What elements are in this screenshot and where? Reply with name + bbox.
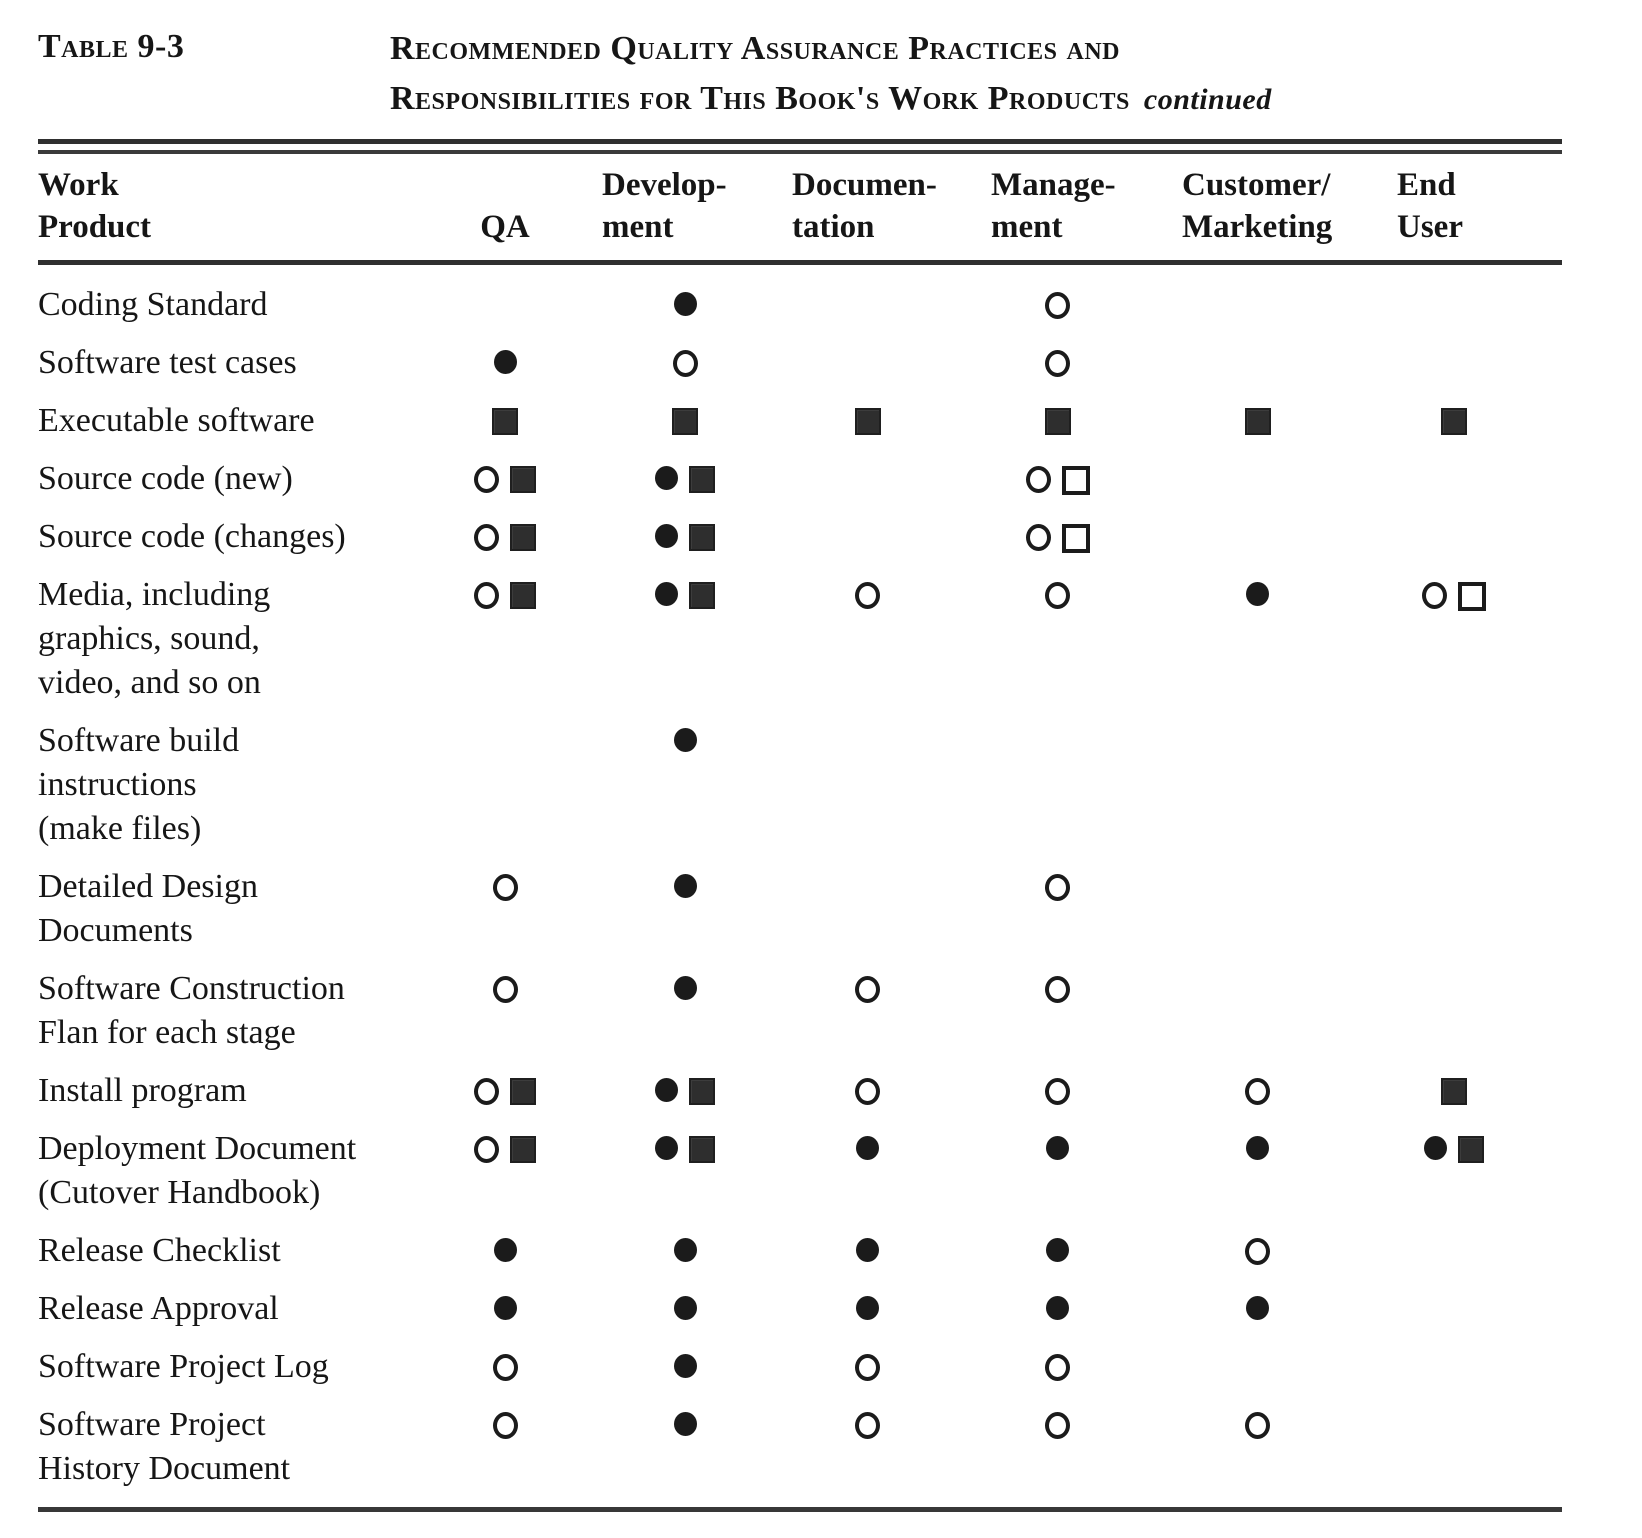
open-circle-icon bbox=[1045, 582, 1070, 609]
work-product-label-line: (Cutover Handbook) bbox=[38, 1174, 321, 1211]
filled-square-icon bbox=[1441, 1078, 1467, 1105]
cell-qa bbox=[430, 399, 580, 443]
open-circle-icon bbox=[855, 582, 880, 609]
cell-customer-marketing bbox=[1170, 341, 1345, 385]
cell-development bbox=[580, 967, 790, 1055]
cell-documentation bbox=[790, 1345, 945, 1389]
filled-square-icon bbox=[510, 524, 536, 551]
filled-circle-icon bbox=[674, 1412, 697, 1436]
filled-circle-icon bbox=[1246, 582, 1269, 606]
cell-qa bbox=[430, 865, 580, 953]
column-header-line: End bbox=[1397, 167, 1456, 203]
cell-qa bbox=[430, 1403, 580, 1491]
filled-square-icon bbox=[492, 408, 518, 435]
filled-square-icon bbox=[510, 1136, 536, 1163]
table-row bbox=[38, 865, 1562, 953]
work-product-label-line: video, and so on bbox=[38, 664, 261, 701]
cell-end-user bbox=[1345, 1229, 1562, 1273]
cell-customer-marketing bbox=[1170, 1345, 1345, 1389]
cell-management bbox=[945, 283, 1170, 327]
work-product-label bbox=[38, 457, 430, 501]
cell-end-user bbox=[1345, 1287, 1562, 1331]
cell-management bbox=[945, 1345, 1170, 1389]
cell-management bbox=[945, 865, 1170, 953]
cell-documentation bbox=[790, 283, 945, 327]
filled-circle-icon bbox=[674, 292, 697, 316]
cell-management bbox=[945, 457, 1170, 501]
cell-management bbox=[945, 341, 1170, 385]
cell-documentation bbox=[790, 341, 945, 385]
table-title-line1: Recommended Quality Assurance Practices and bbox=[390, 30, 1121, 67]
cell-end-user bbox=[1345, 457, 1562, 501]
cell-customer-marketing bbox=[1170, 1287, 1345, 1331]
table-row bbox=[38, 515, 1562, 559]
work-product-label-line: Install program bbox=[38, 1072, 247, 1109]
work-product-label bbox=[38, 573, 430, 705]
filled-circle-icon bbox=[856, 1136, 879, 1160]
open-circle-icon bbox=[1026, 524, 1051, 551]
column-header-documentation bbox=[790, 164, 945, 248]
cell-end-user bbox=[1345, 1403, 1562, 1491]
work-product-label bbox=[38, 1069, 430, 1113]
column-header-line: Work bbox=[38, 167, 119, 203]
column-header-end-user bbox=[1345, 164, 1562, 248]
table-row bbox=[38, 457, 1562, 501]
cell-documentation bbox=[790, 399, 945, 443]
cell-documentation bbox=[790, 573, 945, 705]
cell-end-user bbox=[1345, 283, 1562, 327]
column-header-line: ment bbox=[602, 209, 674, 245]
cell-documentation bbox=[790, 1069, 945, 1113]
table-row bbox=[38, 1287, 1562, 1331]
cell-end-user bbox=[1345, 1127, 1562, 1215]
work-product-label bbox=[38, 865, 430, 953]
table-caption bbox=[0, 0, 1562, 125]
work-product-label bbox=[38, 399, 430, 443]
cell-customer-marketing bbox=[1170, 1229, 1345, 1273]
continued-note: continued bbox=[1143, 83, 1272, 116]
cell-development bbox=[580, 399, 790, 443]
cell-development bbox=[580, 283, 790, 327]
open-square-icon bbox=[1062, 524, 1090, 553]
work-product-label-line: Software test cases bbox=[38, 344, 297, 381]
cell-documentation bbox=[790, 1287, 945, 1331]
filled-circle-icon bbox=[856, 1296, 879, 1320]
cell-customer-marketing bbox=[1170, 967, 1345, 1055]
column-header-line: tation bbox=[792, 209, 875, 245]
cell-customer-marketing bbox=[1170, 283, 1345, 327]
filled-square-icon bbox=[1458, 1136, 1484, 1163]
work-product-label-line: Coding Standard bbox=[38, 286, 268, 323]
open-circle-icon bbox=[1045, 874, 1070, 901]
cell-end-user bbox=[1345, 399, 1562, 443]
column-header-line: Customer/ bbox=[1182, 167, 1331, 203]
table-title-line2 bbox=[390, 74, 1272, 125]
filled-circle-icon bbox=[674, 874, 697, 898]
open-circle-icon bbox=[474, 582, 499, 609]
cell-development bbox=[580, 1345, 790, 1389]
work-product-label bbox=[38, 283, 430, 327]
table-row bbox=[38, 1403, 1562, 1491]
work-product-label-line: Software build bbox=[38, 722, 240, 759]
cell-management bbox=[945, 1403, 1170, 1491]
work-product-label-line: Media, including bbox=[38, 576, 271, 613]
open-circle-icon bbox=[493, 874, 518, 901]
work-product-label-line: Executable software bbox=[38, 402, 315, 439]
cell-management bbox=[945, 1069, 1170, 1113]
table-row bbox=[38, 1127, 1562, 1215]
open-circle-icon bbox=[493, 976, 518, 1003]
cell-development bbox=[580, 1127, 790, 1215]
cell-end-user bbox=[1345, 573, 1562, 705]
open-circle-icon bbox=[474, 524, 499, 551]
open-square-icon bbox=[1458, 582, 1486, 611]
open-circle-icon bbox=[1045, 1078, 1070, 1105]
work-product-label bbox=[38, 1229, 430, 1273]
cell-documentation bbox=[790, 457, 945, 501]
cell-development bbox=[580, 719, 790, 851]
column-header-line: Develop- bbox=[602, 167, 727, 203]
column-header-management bbox=[945, 164, 1170, 248]
table-header-row bbox=[38, 154, 1562, 260]
work-product-label bbox=[38, 1403, 430, 1491]
open-circle-icon bbox=[474, 466, 499, 493]
work-product-label bbox=[38, 1287, 430, 1331]
work-product-label-line: Deployment Document bbox=[38, 1130, 357, 1167]
cell-development bbox=[580, 1229, 790, 1273]
cell-development bbox=[580, 1403, 790, 1491]
work-product-label bbox=[38, 1345, 430, 1389]
table-row bbox=[38, 1345, 1562, 1389]
work-product-label-line: Source code (new) bbox=[38, 460, 293, 497]
filled-circle-icon bbox=[494, 1238, 517, 1262]
cell-management bbox=[945, 1229, 1170, 1273]
filled-circle-icon bbox=[674, 1238, 697, 1262]
work-product-label bbox=[38, 967, 430, 1055]
work-product-label-line: Release Checklist bbox=[38, 1232, 281, 1269]
column-header-work-product bbox=[38, 164, 430, 248]
open-circle-icon bbox=[493, 1412, 518, 1439]
work-product-label-line: Release Approval bbox=[38, 1290, 279, 1327]
table-row bbox=[38, 1069, 1562, 1113]
column-header-qa bbox=[430, 206, 580, 248]
cell-customer-marketing bbox=[1170, 1069, 1345, 1113]
cell-documentation bbox=[790, 1229, 945, 1273]
table-title-line2-text: Responsibilities for This Book's Work Products bbox=[390, 80, 1130, 117]
cell-end-user bbox=[1345, 1345, 1562, 1389]
filled-circle-icon bbox=[1246, 1296, 1269, 1320]
cell-qa bbox=[430, 1127, 580, 1215]
cell-qa bbox=[430, 457, 580, 501]
cell-qa bbox=[430, 1287, 580, 1331]
work-product-label-line: Software Project Log bbox=[38, 1348, 329, 1385]
open-circle-icon bbox=[1245, 1412, 1270, 1439]
cell-customer-marketing bbox=[1170, 573, 1345, 705]
cell-management bbox=[945, 515, 1170, 559]
open-circle-icon bbox=[474, 1136, 499, 1163]
cell-qa bbox=[430, 341, 580, 385]
filled-square-icon bbox=[689, 1078, 715, 1105]
cell-documentation bbox=[790, 865, 945, 953]
open-square-icon bbox=[1062, 466, 1090, 495]
open-circle-icon bbox=[1422, 582, 1447, 609]
work-product-label bbox=[38, 341, 430, 385]
work-product-label-line: Source code (changes) bbox=[38, 518, 346, 555]
open-circle-icon bbox=[855, 976, 880, 1003]
cell-customer-marketing bbox=[1170, 719, 1345, 851]
work-product-label-line: instructions bbox=[38, 766, 197, 803]
open-circle-icon bbox=[493, 1354, 518, 1381]
work-product-label-line: Detailed Design bbox=[38, 868, 258, 905]
table-row bbox=[38, 399, 1562, 443]
cell-end-user bbox=[1345, 515, 1562, 559]
column-header-line: ment bbox=[991, 209, 1063, 245]
filled-square-icon bbox=[510, 466, 536, 493]
filled-circle-icon bbox=[655, 582, 678, 606]
cell-customer-marketing bbox=[1170, 1403, 1345, 1491]
work-product-label-line: (make files) bbox=[38, 810, 202, 847]
open-circle-icon bbox=[1045, 1412, 1070, 1439]
open-circle-icon bbox=[855, 1412, 880, 1439]
cell-management bbox=[945, 719, 1170, 851]
work-product-label-line: Flan for each stage bbox=[38, 1014, 296, 1051]
filled-circle-icon bbox=[655, 466, 678, 490]
cell-documentation bbox=[790, 1403, 945, 1491]
filled-square-icon bbox=[1245, 408, 1271, 435]
bottom-rule bbox=[38, 1507, 1562, 1512]
cell-end-user bbox=[1345, 865, 1562, 953]
table-row bbox=[38, 1229, 1562, 1273]
open-circle-icon bbox=[1026, 466, 1051, 493]
filled-circle-icon bbox=[1424, 1136, 1447, 1160]
filled-circle-icon bbox=[655, 1136, 678, 1160]
table-row bbox=[38, 967, 1562, 1055]
cell-qa bbox=[430, 573, 580, 705]
open-circle-icon bbox=[1245, 1078, 1270, 1105]
column-header-line: QA bbox=[480, 209, 530, 245]
cell-qa bbox=[430, 719, 580, 851]
cell-qa bbox=[430, 1345, 580, 1389]
cell-development bbox=[580, 1069, 790, 1113]
filled-square-icon bbox=[1045, 408, 1071, 435]
cell-development bbox=[580, 1287, 790, 1331]
filled-circle-icon bbox=[674, 728, 697, 752]
column-header-line: Manage- bbox=[991, 167, 1116, 203]
filled-circle-icon bbox=[856, 1238, 879, 1262]
work-product-label-line: History Document bbox=[38, 1450, 291, 1487]
table-row bbox=[38, 341, 1562, 385]
open-circle-icon bbox=[1045, 292, 1070, 319]
work-product-label bbox=[38, 515, 430, 559]
filled-square-icon bbox=[510, 582, 536, 609]
cell-management bbox=[945, 573, 1170, 705]
filled-square-icon bbox=[510, 1078, 536, 1105]
cell-development bbox=[580, 341, 790, 385]
column-header-line: Marketing bbox=[1182, 209, 1333, 245]
work-product-label bbox=[38, 1127, 430, 1215]
open-circle-icon bbox=[1245, 1238, 1270, 1265]
filled-square-icon bbox=[1441, 408, 1467, 435]
filled-circle-icon bbox=[655, 1078, 678, 1102]
filled-square-icon bbox=[672, 408, 698, 435]
cell-customer-marketing bbox=[1170, 1127, 1345, 1215]
table-row bbox=[38, 719, 1562, 851]
column-header-line: Product bbox=[38, 209, 152, 245]
cell-customer-marketing bbox=[1170, 865, 1345, 953]
cell-qa bbox=[430, 1229, 580, 1273]
open-circle-icon bbox=[855, 1354, 880, 1381]
open-circle-icon bbox=[1045, 976, 1070, 1003]
cell-development bbox=[580, 573, 790, 705]
cell-documentation bbox=[790, 1127, 945, 1215]
filled-circle-icon bbox=[1046, 1238, 1069, 1262]
cell-end-user bbox=[1345, 1069, 1562, 1113]
filled-circle-icon bbox=[674, 1296, 697, 1320]
filled-circle-icon bbox=[1046, 1296, 1069, 1320]
cell-management bbox=[945, 1127, 1170, 1215]
cell-customer-marketing bbox=[1170, 457, 1345, 501]
open-circle-icon bbox=[673, 350, 698, 377]
cell-documentation bbox=[790, 967, 945, 1055]
cell-documentation bbox=[790, 719, 945, 851]
filled-circle-icon bbox=[655, 524, 678, 548]
cell-customer-marketing bbox=[1170, 399, 1345, 443]
filled-circle-icon bbox=[674, 976, 697, 1000]
table-title bbox=[390, 24, 1272, 125]
work-product-label-line: Documents bbox=[38, 912, 193, 949]
table-row bbox=[38, 573, 1562, 705]
column-header-line: User bbox=[1397, 209, 1463, 245]
cell-development bbox=[580, 865, 790, 953]
open-circle-icon bbox=[1045, 1354, 1070, 1381]
cell-qa bbox=[430, 515, 580, 559]
column-header-line: Documen- bbox=[792, 167, 937, 203]
cell-documentation bbox=[790, 515, 945, 559]
filled-circle-icon bbox=[494, 350, 517, 374]
open-circle-icon bbox=[474, 1078, 499, 1105]
cell-development bbox=[580, 515, 790, 559]
cell-management bbox=[945, 967, 1170, 1055]
cell-qa bbox=[430, 1069, 580, 1113]
cell-qa bbox=[430, 283, 580, 327]
filled-circle-icon bbox=[494, 1296, 517, 1320]
work-product-label bbox=[38, 719, 430, 851]
open-circle-icon bbox=[1045, 350, 1070, 377]
cell-customer-marketing bbox=[1170, 515, 1345, 559]
filled-square-icon bbox=[689, 524, 715, 551]
filled-square-icon bbox=[689, 1136, 715, 1163]
cell-end-user bbox=[1345, 719, 1562, 851]
filled-square-icon bbox=[855, 408, 881, 435]
top-double-rule bbox=[38, 139, 1562, 154]
cell-management bbox=[945, 399, 1170, 443]
filled-circle-icon bbox=[1246, 1136, 1269, 1160]
filled-circle-icon bbox=[674, 1354, 697, 1378]
cell-development bbox=[580, 457, 790, 501]
filled-square-icon bbox=[689, 582, 715, 609]
cell-end-user bbox=[1345, 967, 1562, 1055]
table-number-label: Table 9-3 bbox=[38, 28, 185, 65]
filled-circle-icon bbox=[1046, 1136, 1069, 1160]
table-row bbox=[38, 283, 1562, 327]
table-body bbox=[0, 265, 1642, 1491]
work-product-label-line: Software Construction bbox=[38, 970, 345, 1007]
column-header-development bbox=[580, 164, 790, 248]
cell-management bbox=[945, 1287, 1170, 1331]
work-product-label-line: Software Project bbox=[38, 1406, 266, 1443]
filled-square-icon bbox=[689, 466, 715, 493]
column-header-customer-marketing bbox=[1170, 164, 1345, 248]
cell-end-user bbox=[1345, 341, 1562, 385]
cell-qa bbox=[430, 967, 580, 1055]
work-product-label-line: graphics, sound, bbox=[38, 620, 260, 657]
open-circle-icon bbox=[855, 1078, 880, 1105]
